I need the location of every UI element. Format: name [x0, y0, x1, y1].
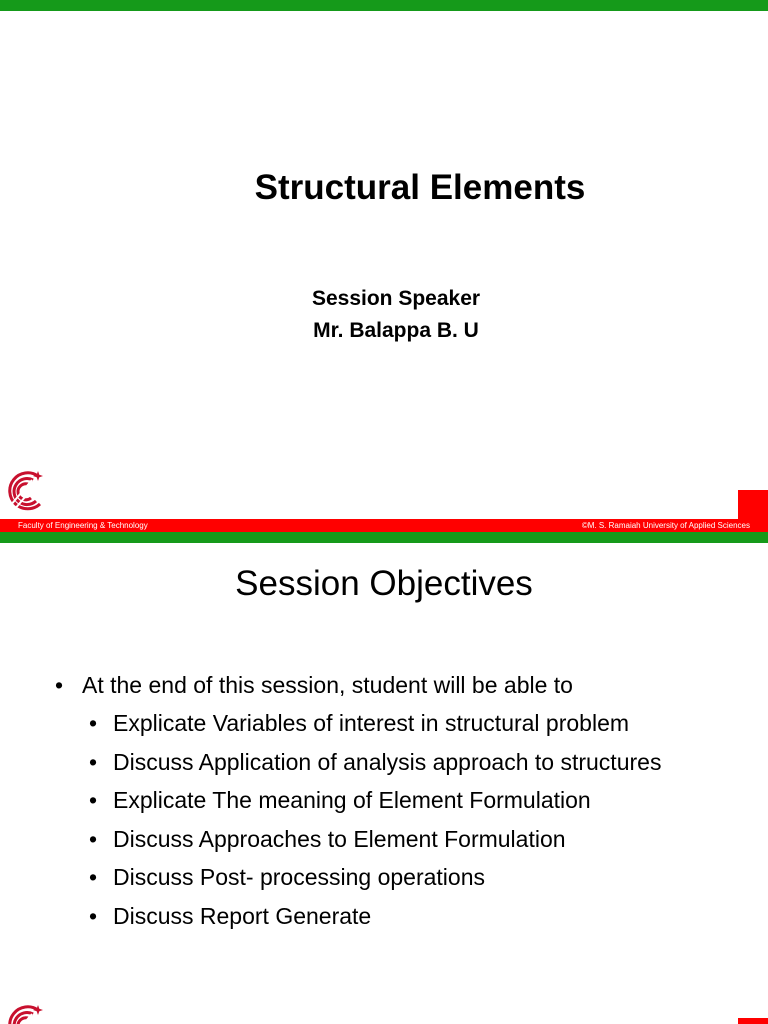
- intro-bullet: • At the end of this session, student will be able to: [82, 666, 768, 704]
- objectives-slide: [0, 532, 768, 1024]
- footer-faculty: Faculty of Engineering & Technology: [18, 521, 148, 530]
- corner-red-block: [738, 490, 768, 520]
- top-green-bar: [0, 532, 768, 543]
- footer-bar: [0, 519, 768, 532]
- speaker-label: Session Speaker: [311, 287, 481, 310]
- top-green-bar: [0, 0, 768, 11]
- list-item: • Discuss Approaches to Element Formulation: [113, 820, 768, 859]
- list-item: • Discuss Application of analysis approach to structures: [113, 743, 768, 782]
- slide-title: Session Objectives: [235, 564, 533, 603]
- speaker-name: Mr. Balappa B. U: [313, 319, 479, 342]
- corner-red-block: [738, 1018, 768, 1024]
- list-item: • Discuss Post- processing operations: [113, 858, 768, 897]
- university-logo-icon: [2, 1002, 46, 1024]
- speaker-block: [0, 283, 768, 347]
- footer-copyright: ©M. S. Ramaiah University of Applied Sciences: [581, 521, 750, 530]
- university-logo-icon: [2, 468, 46, 518]
- objectives-list: [0, 666, 768, 936]
- list-item: • Explicate Variables of interest in structural problem: [113, 704, 768, 743]
- list-item: • Explicate The meaning of Element Formulation: [113, 781, 768, 820]
- slide-title: Structural Elements: [254, 168, 586, 207]
- sub-objectives: [0, 704, 768, 936]
- list-item: • Discuss Report Generate: [113, 897, 768, 936]
